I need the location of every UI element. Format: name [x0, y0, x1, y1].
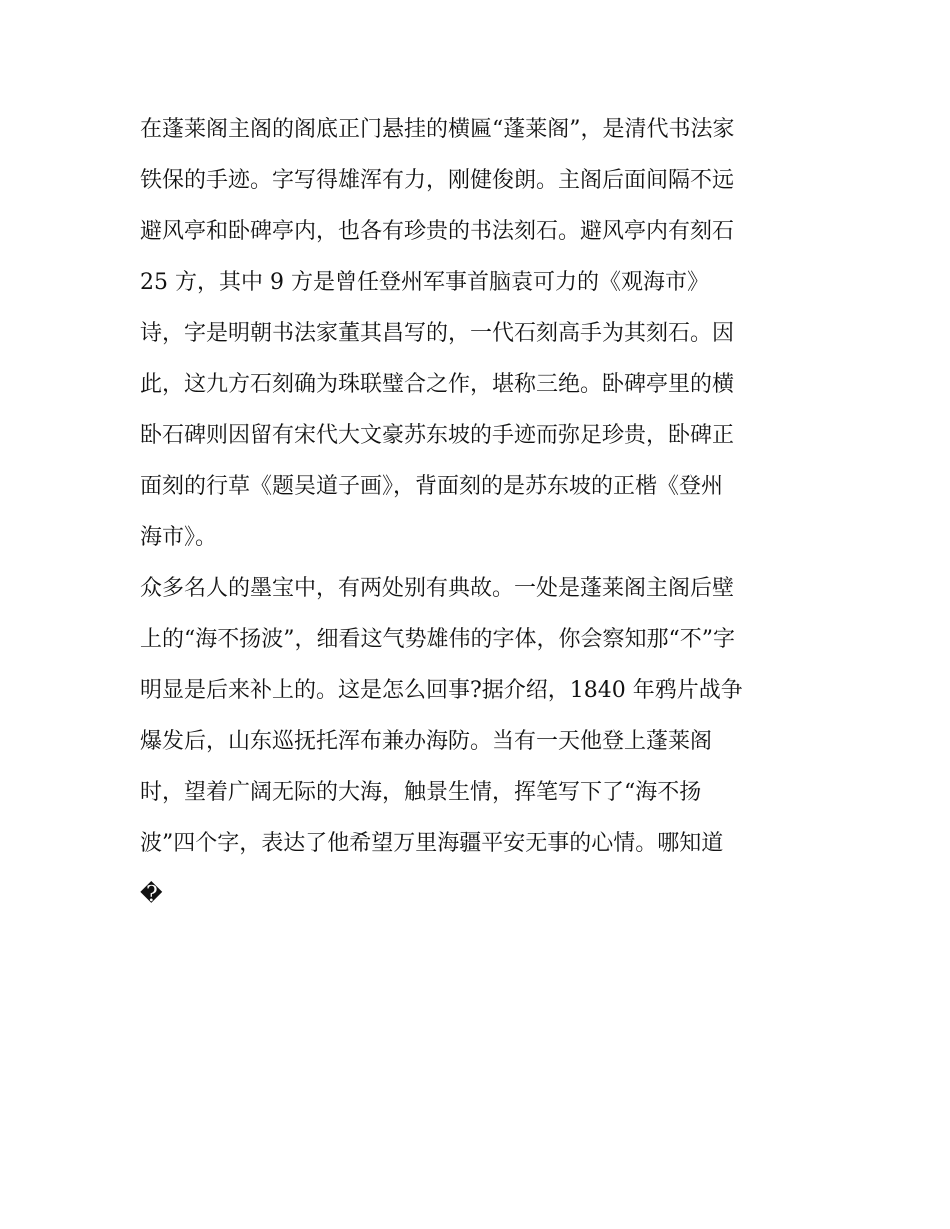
text-line-6: 此，这九方石刻确为珠联璧合之作，堪称三绝。卧碑亭里的横	[140, 372, 735, 397]
text-line-2: 铁保的手迹。字写得雄浑有力，刚健俊朗。主阁后面间隔不远	[140, 168, 735, 193]
text-line-8: 面刻的行草《题吴道子画》，背面刻的是苏东坡的正楷《登州	[140, 474, 724, 499]
text-line-3: 避风亭和卧碑亭内，也各有珍贵的书法刻石。避风亭内有刻石	[140, 219, 735, 244]
text-line-13: 爆发后，山东巡抚托浑布兼办海防。当有一天他登上蓬莱阁	[140, 729, 713, 754]
text-line-15: 波”四个字，表达了他希望万里海疆平安无事的心情。哪知道	[140, 831, 724, 856]
text-line-12: 明显是后来补上的。这是怎么回事?据介绍，1840 年鸦片战争	[140, 678, 743, 703]
text-line-9: 海市》。	[140, 525, 218, 550]
article-body	[140, 104, 820, 920]
text-line-10: 众多名人的墨宝中，有两处别有典故。一处是蓬莱阁主阁后壁	[140, 576, 735, 601]
text-line-16: �	[140, 882, 163, 907]
text-line-5: 诗，字是明朝书法家董其昌写的，一代石刻高手为其刻石。因	[140, 321, 735, 346]
text-line-14: 时，望着广阔无际的大海，触景生情，挥笔写下了“海不扬	[140, 780, 702, 805]
text-line-7: 卧石碑则因留有宋代大文豪苏东坡的手迹而弥足珍贵，卧碑正	[140, 423, 735, 448]
text-line-4: 25 方，其中 9 方是曾任登州军事首脑袁可力的《观海市》	[140, 270, 709, 295]
text-line-11: 上的“海不扬波”，细看这气势雄伟的字体，你会察知那“不”字	[140, 627, 735, 652]
text-line-1: 在蓬莱阁主阁的阁底正门悬挂的横匾“蓬莱阁”，是清代书法家	[140, 117, 735, 142]
